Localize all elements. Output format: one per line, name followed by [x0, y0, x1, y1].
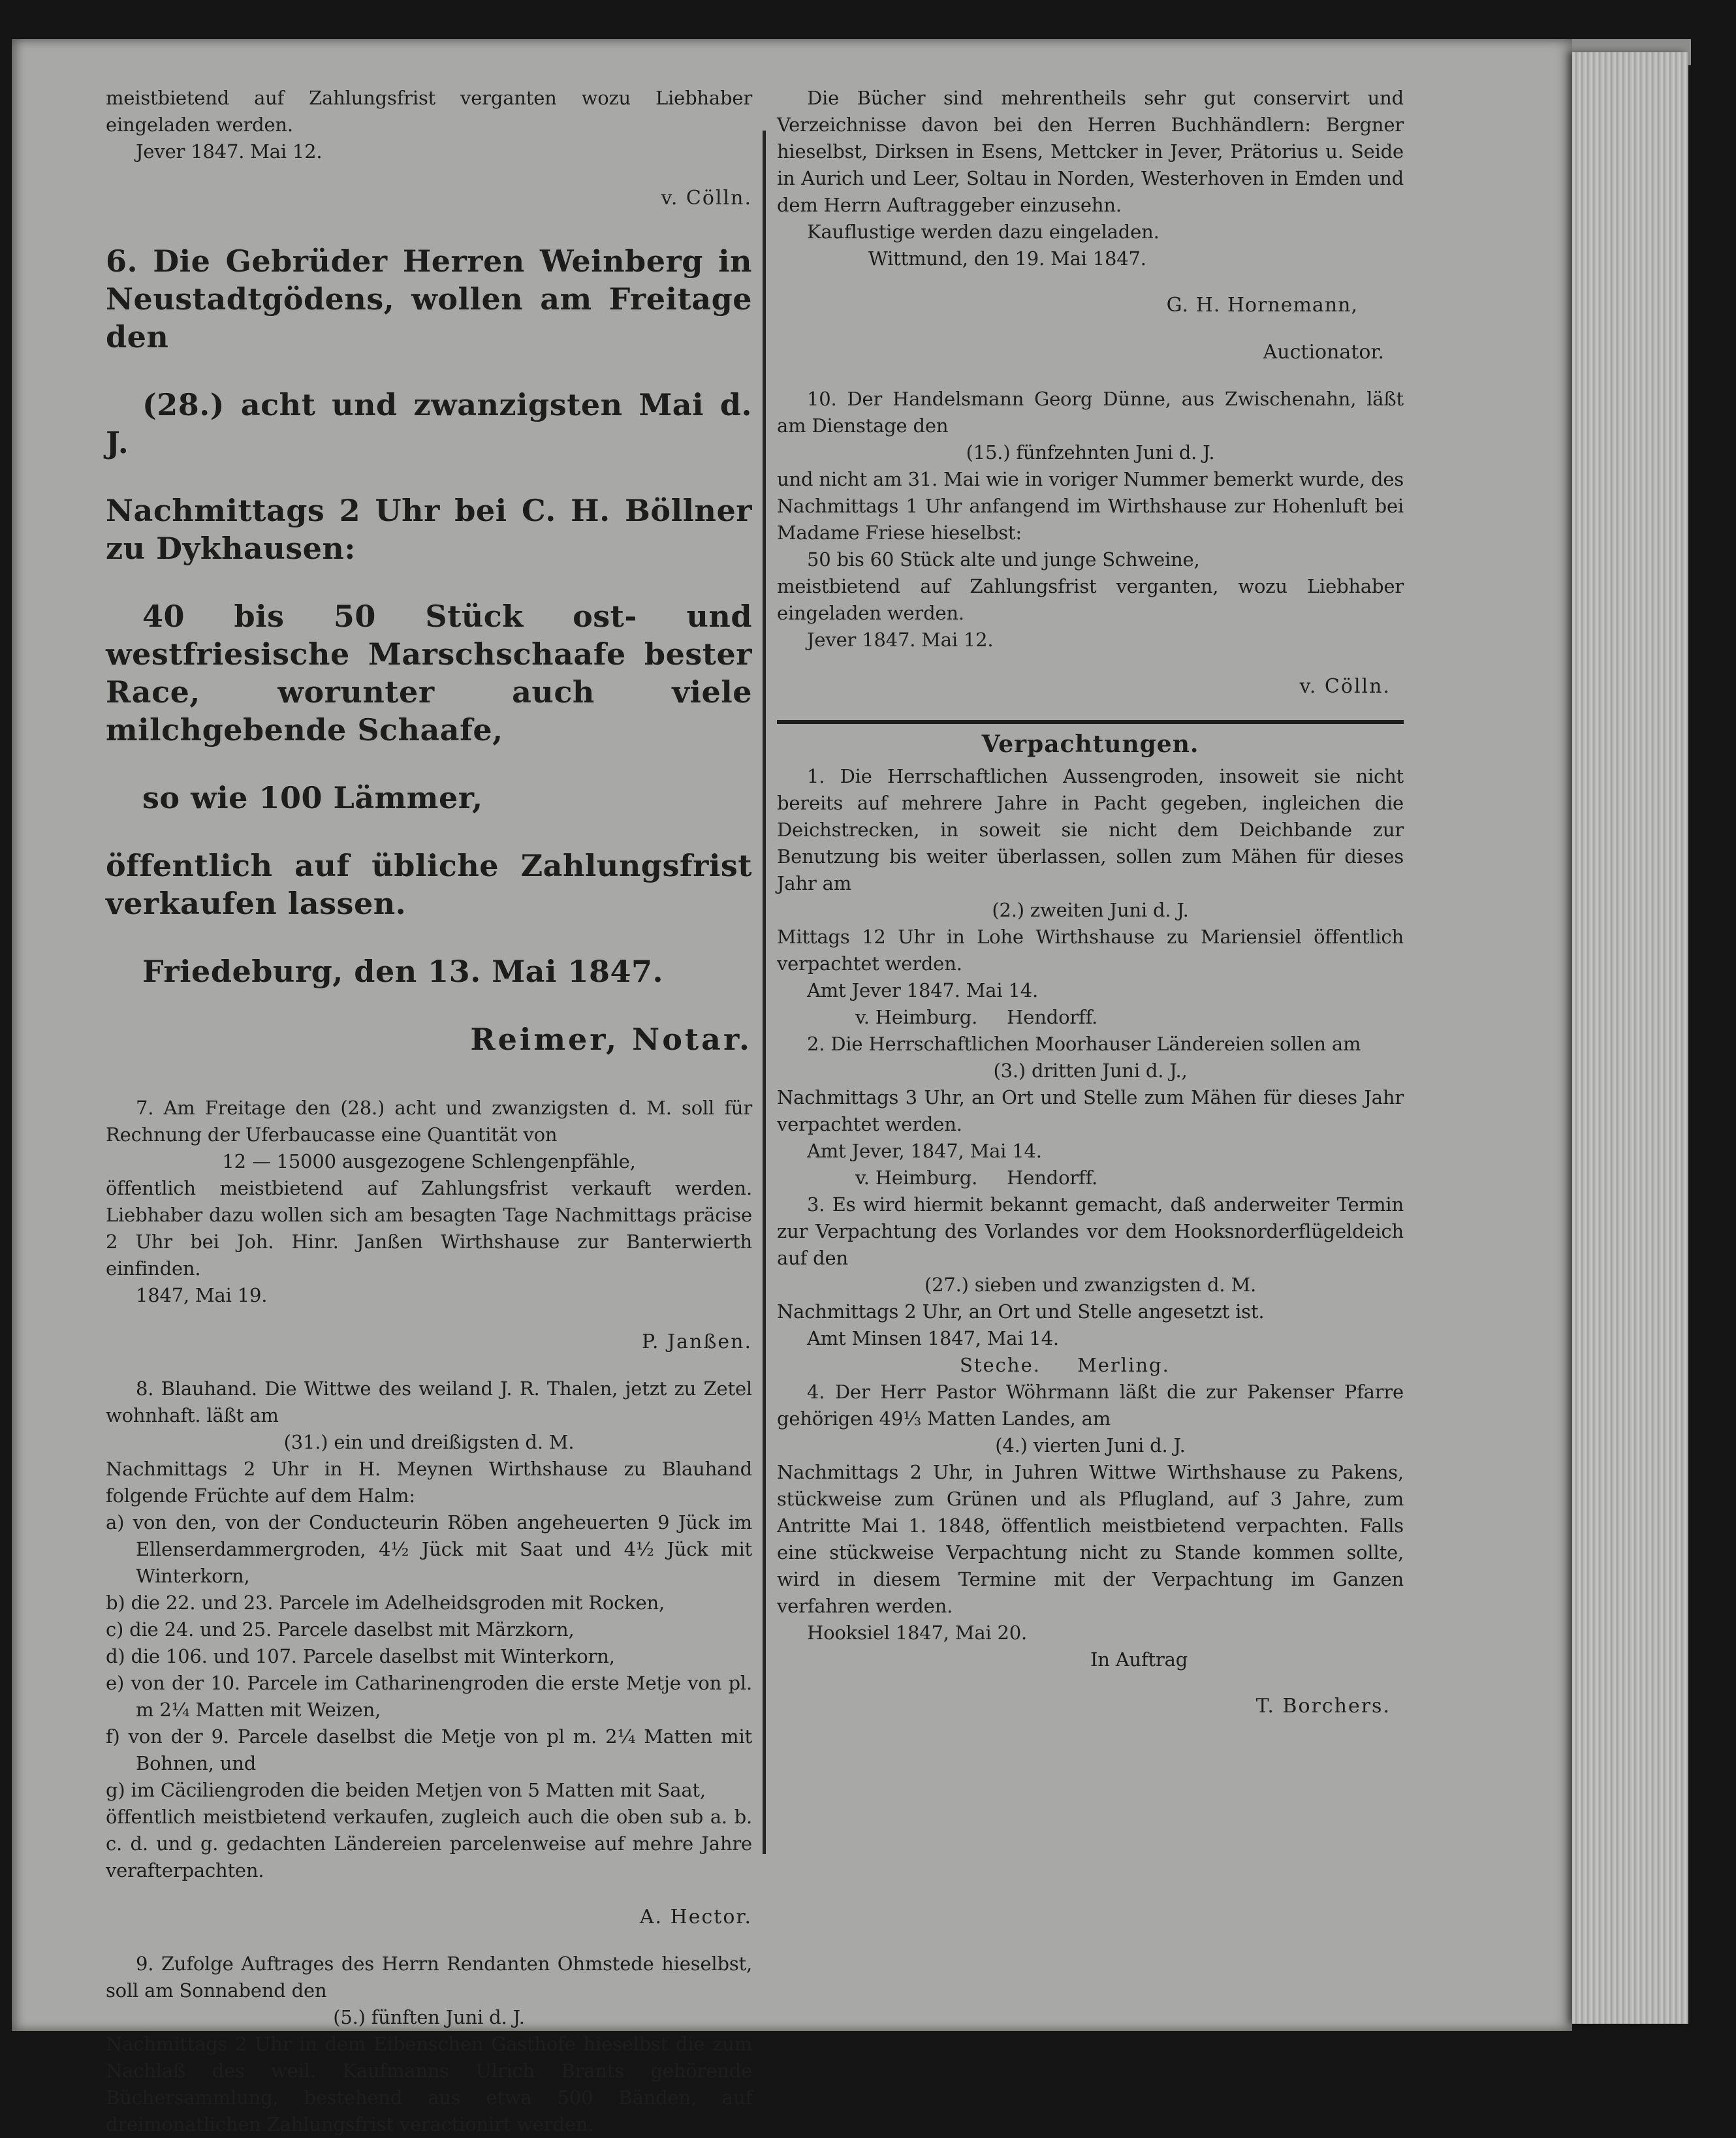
list-item: d) die 106. und 107. Parcele daselbst mit Winterkorn, — [106, 1645, 615, 1667]
list-item: a) von den, von der Conducteurin Röben angeheuerten 9 Jück im Ellenserdammergroden, 4½ Jück mit Saat und 4½ Jück mit Winterkorn, — [106, 1511, 752, 1587]
notice-5-signature: v. Cölln. — [661, 187, 752, 210]
lease-4-commission: In Auftrag — [1090, 1648, 1188, 1671]
notice-7 — [106, 1095, 752, 1356]
lease-3-date: Amt Minsen 1847, Mai 14. — [807, 1327, 1059, 1349]
lease-3-signature: Steche. Merling. — [960, 1354, 1170, 1376]
notice-9-cont-text: Die Bücher sind mehrentheils sehr gut conservirt und Verzeichnisse davon bei den Herren Buchhändlern: Bergner hieselbst, Dirksen in Esens, Mettcker in Jever, Prätorius u. Seide in Aurich und Leer, Soltau in Norden, Westerhoven in Emden und dem Herrn Auftraggeber einzusehn. — [777, 87, 1404, 216]
lease-2 — [777, 1031, 1404, 1191]
notice-9-intro: 9. Zufolge Auftrages des Herrn Rendanten Ohmstede hieselbst, soll am Sonnabend den — [106, 1953, 752, 2002]
notice-6-sale: öffentlich auf übliche Zahlungsfrist verkaufen lassen. — [106, 848, 752, 921]
notice-8-closing: öffentlich meistbietend verkaufen, zugleich auch die oben sub a. b. c. d. und g. gedachten Ländereien parcelenweise auf mehre Jahre verafterpachten. — [106, 1806, 752, 1881]
notice-8-intro: 8. Blauhand. Die Wittwe des weiland J. R. Thalen, jetzt zu Zetel wohnhaft. läßt am — [106, 1377, 752, 1426]
lease-1-date: Amt Jever 1847. Mai 14. — [807, 979, 1038, 1001]
list-item: g) im Cäciliengroden die beiden Metjen von 5 Matten mit Saat, — [106, 1779, 706, 1801]
notice-8-date-line: (31.) ein und dreißigsten d. M. — [283, 1431, 575, 1453]
left-column — [106, 85, 752, 2135]
book-page-edges — [1572, 52, 1688, 2024]
lease-2-date: Amt Jever, 1847, Mai 14. — [807, 1140, 1042, 1162]
lease-1-date-line: (2.) zweiten Juni d. J. — [992, 899, 1189, 921]
notice-10-date: Jever 1847. Mai 12. — [807, 629, 994, 651]
right-column — [777, 85, 1404, 1861]
notice-9-text: Nachmittags 2 Uhr in dem Eibenschen Gasthofe hieselbst die zum Nachlaß des weil. Kaufmanns Ulrich Brants gehörende Büchersammlung, bestehend aus etwa 500 Bänden, auf dreimonatlichen Zahlungsfrist veractionirt werden. — [106, 2033, 752, 2135]
notice-7-intro: 7. Am Freitage den (28.) acht und zwanzigsten d. M. soll für Rechnung der Uferbaucasse eine Quantität von — [106, 1097, 752, 1146]
notice-9-date-line: (5.) fünften Juni d. J. — [333, 2006, 525, 2028]
lease-3 — [777, 1191, 1404, 1379]
notice-10-intro: 10. Der Handelsmann Georg Dünne, aus Zwischenahn, läßt am Dienstage den — [777, 388, 1404, 437]
notice-6-intro: 6. Die Gebrüder Herren Weinberg in Neustadtgödens, wollen am Freitage den — [106, 244, 752, 354]
lease-2-signature: v. Heimburg. Hendorff. — [855, 1167, 1098, 1189]
notice-9 — [106, 1951, 752, 2138]
lease-1-signature: v. Heimburg. Hendorff. — [855, 1006, 1098, 1028]
section-rule — [777, 720, 1404, 724]
notice-9-invite: Kauflustige werden dazu eingeladen. — [807, 221, 1160, 243]
notice-8-item-list — [106, 1509, 752, 1804]
lease-4-date: Hooksiel 1847, Mai 20. — [807, 1622, 1028, 1644]
lease-2-text: Nachmittags 3 Uhr, an Ort und Stelle zum Mähen für dieses Jahr verpachtet werden. — [777, 1086, 1404, 1135]
notice-6-time-place: Nachmittags 2 Uhr bei C. H. Böllner zu Dykhausen: — [106, 493, 752, 566]
notice-10 — [777, 386, 1404, 700]
notice-10-text: und nicht am 31. Mai wie in voriger Nummer bemerkt wurde, des Nachmittags 1 Uhr anfangend im Wirthshause zur Hohenluft bei Madame Friese hieselbst: — [777, 468, 1404, 544]
notice-10-goods: 50 bis 60 Stück alte und junge Schweine, — [807, 548, 1200, 571]
column-divider — [763, 131, 766, 1854]
notice-7-signature: P. Janßen. — [641, 1330, 752, 1353]
list-item: f) von der 9. Parcele daselbst die Metje von pl m. 2¼ Matten mit Bohnen, und — [106, 1725, 752, 1774]
notice-6-date: Friedeburg, den 13. Mai 1847. — [142, 954, 663, 989]
notice-10-closing: meistbietend auf Zahlungsfrist verganten, wozu Liebhaber eingeladen werden. — [777, 575, 1404, 624]
lease-3-date-line: (27.) sieben und zwanzigsten d. M. — [924, 1274, 1256, 1296]
notice-10-date-line: (15.) fünfzehnten Juni d. J. — [966, 441, 1215, 464]
lease-4-text: Nachmittags 2 Uhr, in Juhren Wittwe Wirthshause zu Pakens, stückweise zum Grünen und als Pflugland, auf 3 Jahre, zum Antritte Mai 1. 1848, öffentlich meistbietend verpachten. Falls eine stückweise Verpachtung nicht zu Stande kommen sollte, wird in diesem Termine mit der Verpachtung im Ganzen verfahren werden. — [777, 1461, 1404, 1617]
notice-9-continued — [777, 85, 1404, 366]
notice-8 — [106, 1376, 752, 1931]
notice-8-text: Nachmittags 2 Uhr in H. Meynen Wirthshause zu Blauhand folgende Früchte auf dem Halm: — [106, 1458, 752, 1507]
lease-1-text: Mittags 12 Uhr in Lohe Wirthshause zu Mariensiel öffentlich verpachtet werden. — [777, 926, 1404, 975]
notice-6-signature: Reimer, Notar. — [470, 1022, 752, 1057]
notice-8-signature: A. Hector. — [639, 1906, 752, 1928]
lease-1 — [777, 763, 1404, 1031]
list-item: c) die 24. und 25. Parcele daselbst mit Märzkorn, — [106, 1618, 575, 1641]
notice-9-role: Auctionator. — [1263, 341, 1384, 364]
notice-9-signature: G. H. Hornemann, — [1166, 294, 1358, 317]
notice-7-date: 1847, Mai 19. — [136, 1284, 268, 1306]
list-item: b) die 22. und 23. Parcele im Adelheidsgroden mit Rocken, — [106, 1592, 665, 1614]
notice-7-goods: 12 — 15000 ausgezogene Schlengenpfähle, — [222, 1150, 636, 1172]
lease-3-text: Nachmittags 2 Uhr, an Ort und Stelle angesetzt ist. — [777, 1300, 1265, 1323]
notice-5-date: Jever 1847. Mai 12. — [136, 140, 323, 163]
lease-2-intro: 2. Die Herrschaftlichen Moorhauser Ländereien sollen am — [807, 1033, 1361, 1055]
notice-6-goods: 40 bis 50 Stück ost- und westfriesische Marschschaafe bester Race, worunter auch viele milchgebende Schaafe, — [106, 599, 752, 747]
notice-10-signature: v. Cölln. — [1299, 675, 1391, 698]
notice-5-tail: meistbietend auf Zahlungsfrist verganten wozu Liebhaber eingeladen werden. — [106, 87, 752, 136]
notice-6-goods-2: so wie 100 Lämmer, — [142, 780, 483, 815]
notice-6-date-line: (28.) acht und zwanzigsten Mai d. J. — [106, 387, 752, 460]
lease-1-intro: 1. Die Herrschaftlichen Aussengroden, insoweit sie nicht bereits auf mehrere Jahre in Pacht gegeben, ingleichen die Deichstrecken, in soweit sie nicht dem Deichbande zur Benutzung bis weiter überlassen, sollen zum Mähen für dieses Jahr am — [777, 765, 1404, 894]
lease-3-intro: 3. Es wird hiermit bekannt gemacht, daß anderweiter Termin zur Verpachtung des Vorlandes vor dem Hooksnorderflügeldeich auf den — [777, 1193, 1404, 1269]
notice-7-text: öffentlich meistbietend auf Zahlungsfrist verkauft werden. Liebhaber dazu wollen sich am besagten Tage Nachmittags präcise 2 Uhr bei Joh. Hinr. Janßen Wirthshause zur Banterwierth einfinden. — [106, 1177, 752, 1280]
lease-4-date-line: (4.) vierten Juni d. J. — [995, 1434, 1186, 1456]
notice-9-date: Wittmund, den 19. Mai 1847. — [868, 247, 1146, 270]
lease-4-signature: T. Borchers. — [1255, 1695, 1391, 1718]
lease-4-intro: 4. Der Herr Pastor Wöhrmann läßt die zur Pakenser Pfarre gehörigen 49⅓ Matten Landes, am — [777, 1381, 1404, 1430]
list-item: e) von der 10. Parcele im Catharinengroden die erste Metje von pl. m 2¼ Matten mit Weizen, — [106, 1672, 752, 1721]
lease-4 — [777, 1379, 1404, 1720]
lease-2-date-line: (3.) dritten Juni d. J., — [993, 1060, 1188, 1082]
section-title: Verpachtungen. — [981, 731, 1199, 758]
notice-6 — [106, 242, 752, 1058]
